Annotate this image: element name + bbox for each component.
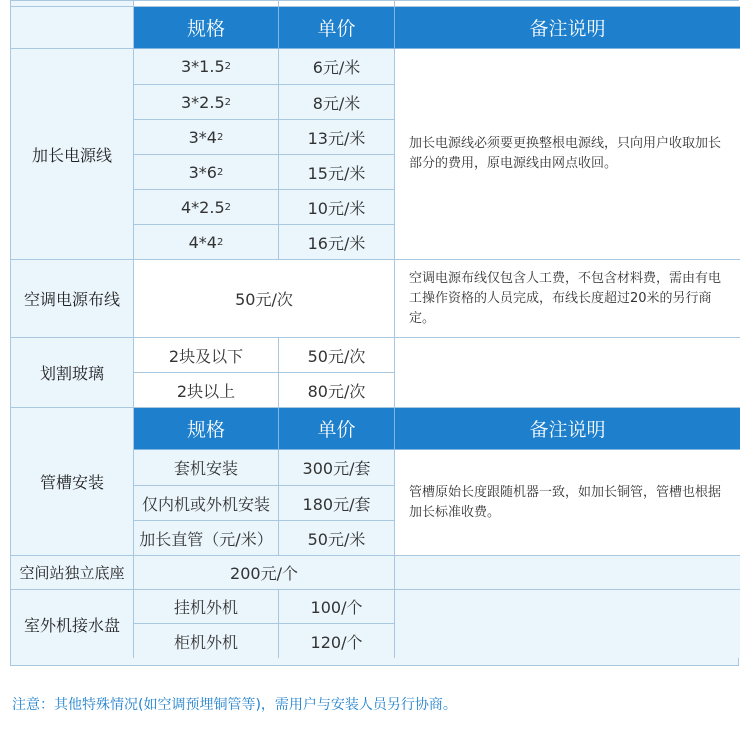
category-pipe-trough: 管槽安装 [11, 408, 134, 556]
spec-cell [134, 225, 279, 260]
spec-superscript: 2 [216, 166, 224, 178]
price-cell: 16元/米 [279, 225, 395, 260]
spec-text: 3*6 [188, 162, 217, 182]
category-power-cord: 加长电源线 [11, 49, 134, 260]
spec-cell: 仅内机或外机安装 [134, 486, 279, 521]
spec-text: 3*2.5 [181, 92, 225, 112]
spec-cell [134, 49, 279, 85]
remark-empty [395, 338, 740, 408]
spec-cell [134, 120, 279, 155]
price-cell: 100/个 [279, 590, 395, 624]
spec-cell: 挂机外机 [134, 590, 279, 624]
spec-cell: 2块及以下 [134, 338, 279, 373]
spec-text: 3*4 [188, 127, 217, 147]
price-cell: 10元/米 [279, 190, 395, 225]
spec-text: 4*2.5 [181, 197, 225, 217]
price-cell: 80元/次 [279, 373, 395, 408]
price-cell: 50元/米 [279, 521, 395, 556]
spec-superscript: 2 [224, 96, 231, 108]
header-remark: 备注说明 [395, 408, 740, 450]
remark-text: 空调电源布线仅包含人工费，不包含材料费，需由有电工操作资格的人员完成，布线长度超过20米的另行商定。 [409, 270, 722, 326]
category-glass: 划割玻璃 [11, 338, 134, 408]
price-cell: 50元/次 [279, 338, 395, 373]
category-ac-wiring: 空调电源布线 [11, 260, 134, 338]
remark-text: 管槽原始长度跟随机器一致，如加长铜管，管槽也根据加长标准收费。 [409, 484, 722, 520]
spec-superscript: 2 [224, 201, 231, 213]
spec-cell: 加长直管（元/米） [134, 521, 279, 556]
price-cell: 200元/个 [134, 556, 395, 590]
price-cell: 15元/米 [279, 155, 395, 190]
price-cell: 180元/套 [279, 486, 395, 521]
price-cell: 8元/米 [279, 85, 395, 120]
price-cell: 300元/套 [279, 450, 395, 486]
spec-cell: 套机安装 [134, 450, 279, 486]
price-cell: 13元/米 [279, 120, 395, 155]
remark-pipe-trough [395, 450, 740, 556]
spec-cell [134, 85, 279, 120]
footer-note: 注意：其他特殊情况(如空调预埋铜管等)，需用户与安装人员另行协商。 [12, 697, 457, 713]
spec-cell [134, 190, 279, 225]
header-price: 单价 [279, 7, 395, 49]
header-spec: 规格 [134, 7, 279, 49]
spec-text: 3*1.5 [181, 57, 225, 76]
price-cell: 120/个 [279, 624, 395, 658]
header-remark: 备注说明 [395, 7, 740, 49]
remark-empty [395, 590, 740, 658]
category-drain-tray: 室外机接水盘 [11, 590, 134, 658]
price-table [10, 0, 739, 666]
remark-text: 加长电源线必须要更换整根电源线，只向用户收取加长部分的费用，原电源线由网点收回。 [409, 136, 722, 171]
spec-cell: 2块以上 [134, 373, 279, 408]
spec-superscript: 2 [224, 61, 231, 72]
spec-text: 4*4 [188, 232, 217, 252]
header-spec: 规格 [134, 408, 279, 450]
remark-empty [395, 556, 740, 590]
remark-ac-wiring [395, 260, 740, 338]
category-stand: 空间站独立底座 [11, 556, 134, 590]
price-cell: 50元/次 [134, 260, 395, 338]
spec-cell [134, 155, 279, 190]
header-blank-cell [11, 7, 134, 49]
spec-superscript: 2 [216, 131, 224, 143]
spec-superscript: 2 [216, 236, 224, 248]
spec-cell: 柜机外机 [134, 624, 279, 658]
price-cell: 6元/米 [279, 49, 395, 85]
header-price: 单价 [279, 408, 395, 450]
remark-power-cord [395, 49, 740, 260]
